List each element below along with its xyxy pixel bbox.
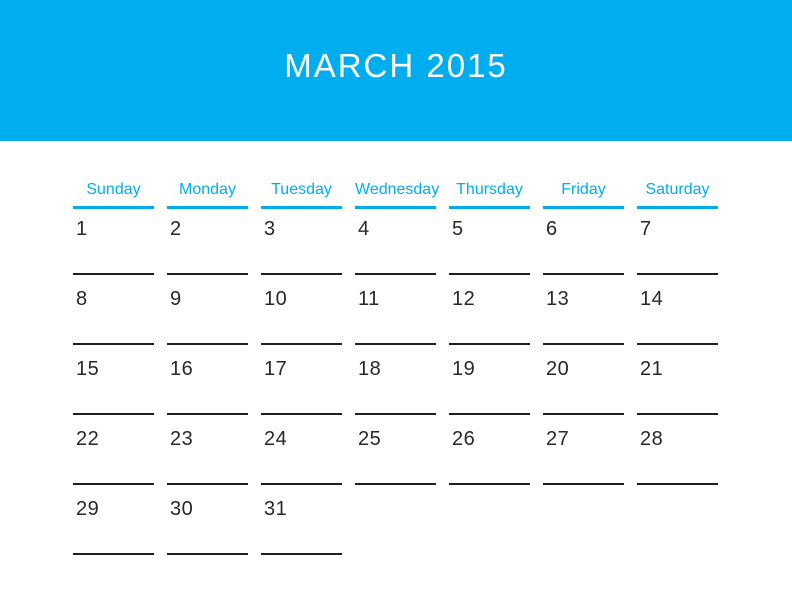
date-number: 19 (452, 358, 476, 380)
date-cell (449, 214, 530, 284)
write-line (261, 553, 342, 555)
weekday-label-saturday: Saturday (637, 180, 718, 209)
date-cell (543, 284, 624, 354)
write-line (355, 273, 436, 275)
date-cell (637, 284, 718, 354)
date-cell (543, 494, 624, 564)
date-number: 4 (358, 218, 370, 240)
write-line (637, 483, 718, 485)
date-cell (261, 424, 342, 494)
write-line (355, 343, 436, 345)
date-cell (73, 284, 154, 354)
date-number: 18 (358, 358, 382, 380)
date-number: 14 (640, 288, 664, 310)
date-grid (73, 214, 731, 564)
date-number: 22 (76, 428, 100, 450)
date-number: 29 (76, 498, 100, 520)
date-number: 8 (76, 288, 88, 310)
write-line (167, 483, 248, 485)
write-line (167, 343, 248, 345)
write-line (73, 413, 154, 415)
weekday-label-wednesday: Wednesday (355, 180, 436, 209)
date-number: 11 (358, 288, 380, 310)
date-cell (167, 214, 248, 284)
date-number: 10 (264, 288, 288, 310)
write-line (543, 343, 624, 345)
date-number: 15 (76, 358, 100, 380)
date-cell (543, 214, 624, 284)
date-cell (261, 494, 342, 564)
date-number: 13 (546, 288, 570, 310)
date-cell (261, 284, 342, 354)
write-line (355, 483, 436, 485)
write-line (449, 413, 530, 415)
write-line (73, 343, 154, 345)
date-number: 1 (76, 218, 88, 240)
date-cell (355, 354, 436, 424)
date-cell (543, 424, 624, 494)
date-number: 26 (452, 428, 476, 450)
date-cell (637, 494, 718, 564)
weekday-label-monday: Monday (167, 180, 248, 209)
write-line (261, 273, 342, 275)
write-line (167, 273, 248, 275)
weekday-label-tuesday: Tuesday (261, 180, 342, 209)
date-cell (261, 214, 342, 284)
date-number: 25 (358, 428, 382, 450)
date-cell (449, 354, 530, 424)
date-cell (449, 424, 530, 494)
date-cell (73, 354, 154, 424)
date-number: 28 (640, 428, 664, 450)
page-title: MARCH 2015 (284, 47, 508, 84)
date-number: 6 (546, 218, 558, 240)
write-line (261, 483, 342, 485)
write-line (73, 553, 154, 555)
date-number: 5 (452, 218, 464, 240)
date-number: 17 (264, 358, 288, 380)
date-number: 27 (546, 428, 570, 450)
date-number: 12 (452, 288, 476, 310)
write-line (637, 413, 718, 415)
date-number: 31 (264, 498, 288, 520)
date-cell (73, 494, 154, 564)
date-cell (637, 424, 718, 494)
date-number: 16 (170, 358, 194, 380)
date-cell (637, 354, 718, 424)
write-line (355, 413, 436, 415)
date-cell (355, 284, 436, 354)
date-cell (73, 424, 154, 494)
date-cell (355, 424, 436, 494)
write-line (449, 343, 530, 345)
date-cell (449, 284, 530, 354)
date-cell (73, 214, 154, 284)
date-cell (167, 354, 248, 424)
date-number: 3 (264, 218, 276, 240)
date-cell (355, 214, 436, 284)
write-line (167, 413, 248, 415)
header-banner (0, 0, 792, 141)
write-line (167, 553, 248, 555)
write-line (543, 273, 624, 275)
date-number: 7 (640, 218, 652, 240)
write-line (543, 483, 624, 485)
date-number: 21 (640, 358, 664, 380)
date-cell (543, 354, 624, 424)
date-cell (449, 494, 530, 564)
weekday-label-friday: Friday (543, 180, 624, 209)
weekday-header-row (73, 180, 731, 209)
date-cell (261, 354, 342, 424)
date-number: 20 (546, 358, 570, 380)
date-cell (167, 284, 248, 354)
weekday-label-thursday: Thursday (449, 180, 530, 209)
date-number: 9 (170, 288, 182, 310)
write-line (637, 273, 718, 275)
write-line (637, 343, 718, 345)
write-line (73, 273, 154, 275)
date-cell (167, 494, 248, 564)
date-cell (637, 214, 718, 284)
date-number: 2 (170, 218, 182, 240)
write-line (261, 343, 342, 345)
date-cell (167, 424, 248, 494)
write-line (449, 483, 530, 485)
weekday-label-sunday: Sunday (73, 180, 154, 209)
date-cell (355, 494, 436, 564)
date-number: 24 (264, 428, 288, 450)
write-line (449, 273, 530, 275)
write-line (73, 483, 154, 485)
write-line (261, 413, 342, 415)
date-number: 30 (170, 498, 194, 520)
write-line (543, 413, 624, 415)
date-number: 23 (170, 428, 194, 450)
